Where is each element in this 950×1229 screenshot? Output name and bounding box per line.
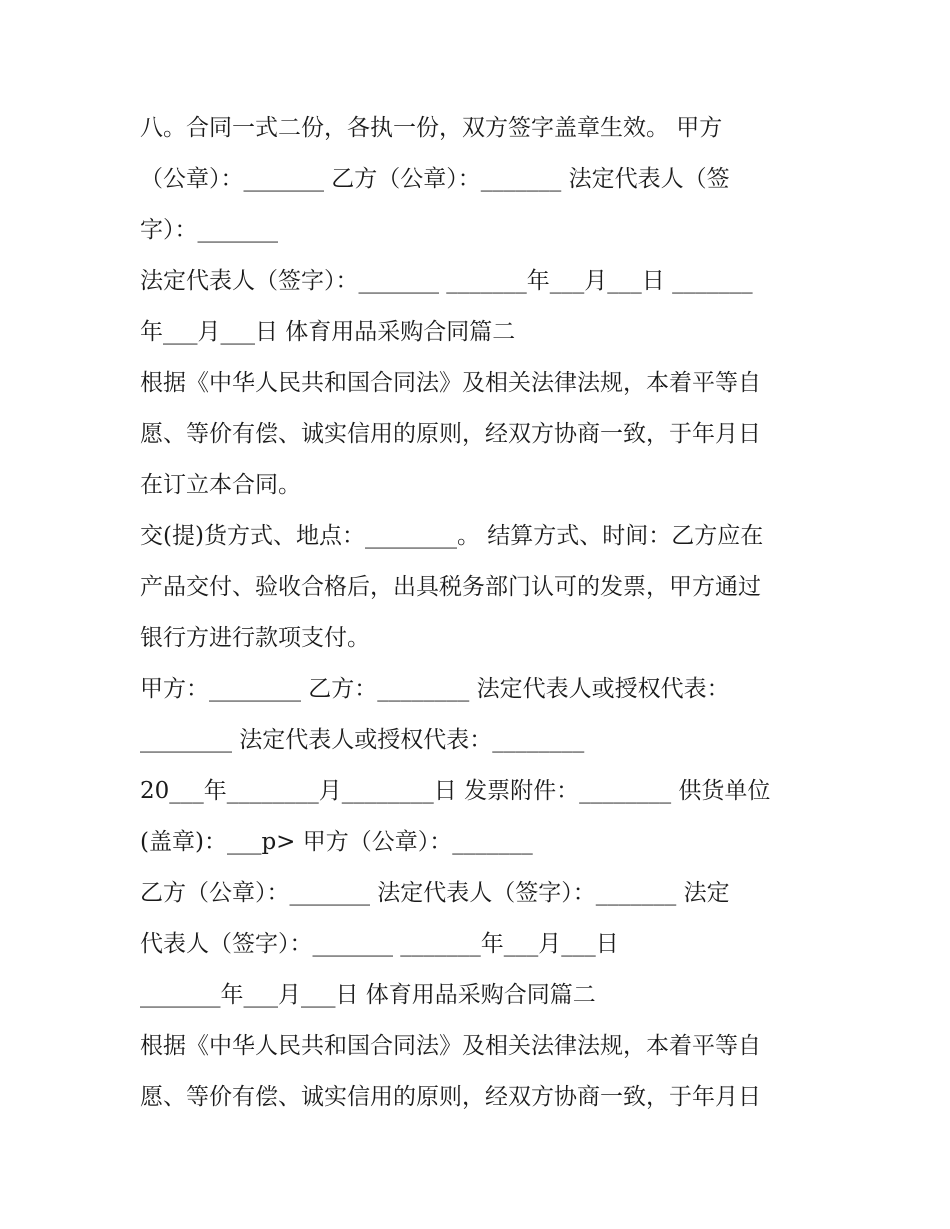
text-line: 根据《中华人民共和国合同法》及相关法律法规，本着平等自	[140, 370, 761, 396]
text-line: 年___月___日 体育用品采购合同篇二	[140, 319, 516, 345]
text-line: 八。合同一式二份，各执一份，双方签字盖章生效。 甲方	[140, 115, 723, 141]
text-line: 产品交付、验收合格后，出具税务部门认可的发票，甲方通过	[140, 574, 761, 600]
text-line: 法定代表人（签字）：_______ _______年___月___日 _______	[140, 268, 753, 294]
text-line: 字）：_______	[140, 217, 278, 243]
contract-text	[140, 103, 830, 1123]
text-line: (盖章)：___p> 甲方（公章）：_______	[140, 829, 533, 855]
text-line: 银行方进行款项支付。	[140, 625, 370, 651]
text-line: （公章）：_______ 乙方（公章）：_______ 法定代表人（签	[140, 166, 730, 192]
text-line: 乙方（公章）：_______ 法定代表人（签字）：_______ 法定	[140, 880, 730, 906]
text-line: 愿、等价有偿、诚实信用的原则，经双方协商一致，于年月日	[140, 421, 761, 447]
text-line: _______年___月___日 体育用品采购合同篇二	[140, 982, 596, 1008]
text-line: 20___年________月________日 发票附件：________ 供货单位	[140, 778, 771, 804]
text-line: 愿、等价有偿、诚实信用的原则，经双方协商一致，于年月日	[140, 1084, 761, 1110]
text-line: 甲方：________ 乙方：________ 法定代表人或授权代表：	[140, 676, 730, 702]
text-line: 代表人（签字）：_______ _______年___月___日	[140, 931, 619, 957]
text-line: 交(提)货方式、地点：________。 结算方式、时间：乙方应在	[140, 523, 764, 549]
text-line: 在订立本合同。	[140, 472, 301, 498]
text-line: 根据《中华人民共和国合同法》及相关法律法规，本着平等自	[140, 1033, 761, 1059]
text-line: ________ 法定代表人或授权代表：________	[140, 727, 585, 753]
